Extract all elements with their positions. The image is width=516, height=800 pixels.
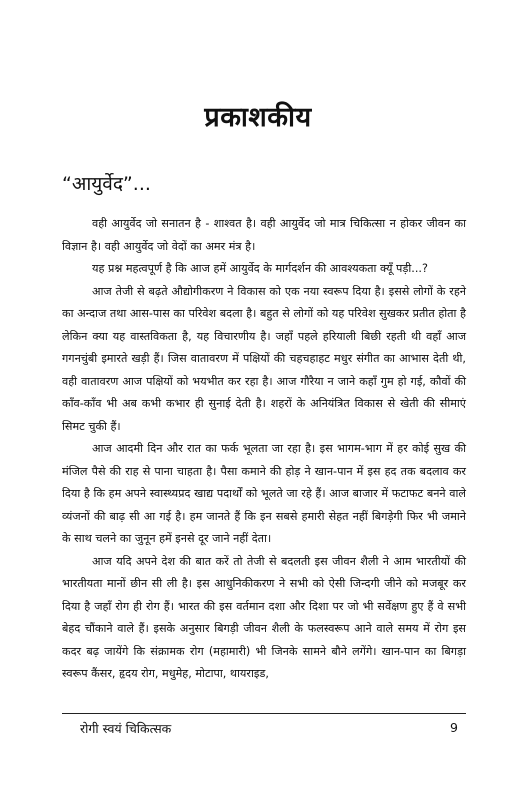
- footer-book-title: रोगी स्वयं चिकित्सक: [80, 721, 172, 736]
- paragraph: यह प्रश्न महत्वपूर्ण है कि आज हमें आयुर्वेद के मार्गदर्शन की आवश्यकता क्यूँ पड़ी...?: [92, 262, 428, 275]
- page-title: प्रकाशकीय: [204, 102, 312, 133]
- body-text: [62, 213, 466, 686]
- page-footer: [62, 713, 466, 742]
- page-number: 9: [450, 720, 458, 735]
- paragraph: आज आदमी दिन और रात का फर्क भूलता जा रहा है। इस भागम-भाग में हर कोई सुख की मंजिल पैसे की राह से पाना चाहता है। पैसा कमाने की होड़ ने खान-पान में इस हद तक बदलाव कर दिया है कि हम अपने स्वास्थ्यप्रद खाद्य पदार्थों को भूलते जा रहे हैं। आज बाजार में फटाफट बनने वाले व्यंजनों की बाढ़ सी आ गई है। हम जानते हैं कि इन सबसे हमारी सेहत नहीं बिगड़ेगी फिर भी जमाने के साथ चलने का जुनून हमें इनसे दूर जाने नहीं देता।: [62, 442, 466, 545]
- paragraph: आज तेजी से बढ़ते औद्योगीकरण ने विकास को एक नया स्वरूप दिया है। इससे लोगों के रहने का अन्दाज तथा आस-पास का परिवेश बदला है। बहुत से लोगों को यह परिवेश सुखकर प्रतीत होता है लेकिन क्या यह वास्तविकता है, यह विचारणीय है। जहाँ पहले हरियाली बिछी रहती थी वहाँ आज गगनचुंबी इमारते खड़ी हैं। जिस वातावरण में पक्षियों की चहचहाहट मधुर संगीत का आभास देती थी, वही वातावरण आज पक्षियों को भयभीत कर रहा है। आज गौरैया न जाने कहाँ गुम हो गई, कौवों की काँव-काँव भी अब कभी कभार ही सुनाई देती है। शहरों के अनियंत्रित विकास से खेती की सीमाएं सिमट चुकी हैं।: [62, 284, 466, 433]
- paragraph: आज यदि अपने देश की बात करें तो तेजी से बदलती इस जीवन शैली ने आम भारतीयों की भारतीयता मानों छीन सी ली है। इस आधुनिकीकरण ने सभी को ऐसी जिन्दगी जीने को मजबूर कर दिया है जहाँ रोग ही रोग हैं। भारत की इस वर्तमान दशा और दिशा पर जो भी सर्वेक्षण हुए हैं वे सभी बेहद चौंकाने वाले हैं। इसके अनुसार बिगड़ी जीवन शैली के फलस्वरूप आने वाले समय में रोग इस कदर बढ़ जायेंगे कि संक्रामक रोग (महामारी) भी जिनके सामने बौने लगेंगे। खान-पान का बिगड़ा स्वरूप कैंसर, हृदय रोग, मधुमेह, मोटापा, थायराइड,: [62, 554, 466, 680]
- paragraph: वही आयुर्वेद जो सनातन है - शाश्वत है। वही आयुर्वेद जो मात्र चिकित्सा न होकर जीवन का विज्ञान है। वही आयुर्वेद जो वेदों का अमर मंत्र है।: [62, 217, 466, 253]
- section-subheading: “आयुर्वेद”...: [62, 173, 151, 195]
